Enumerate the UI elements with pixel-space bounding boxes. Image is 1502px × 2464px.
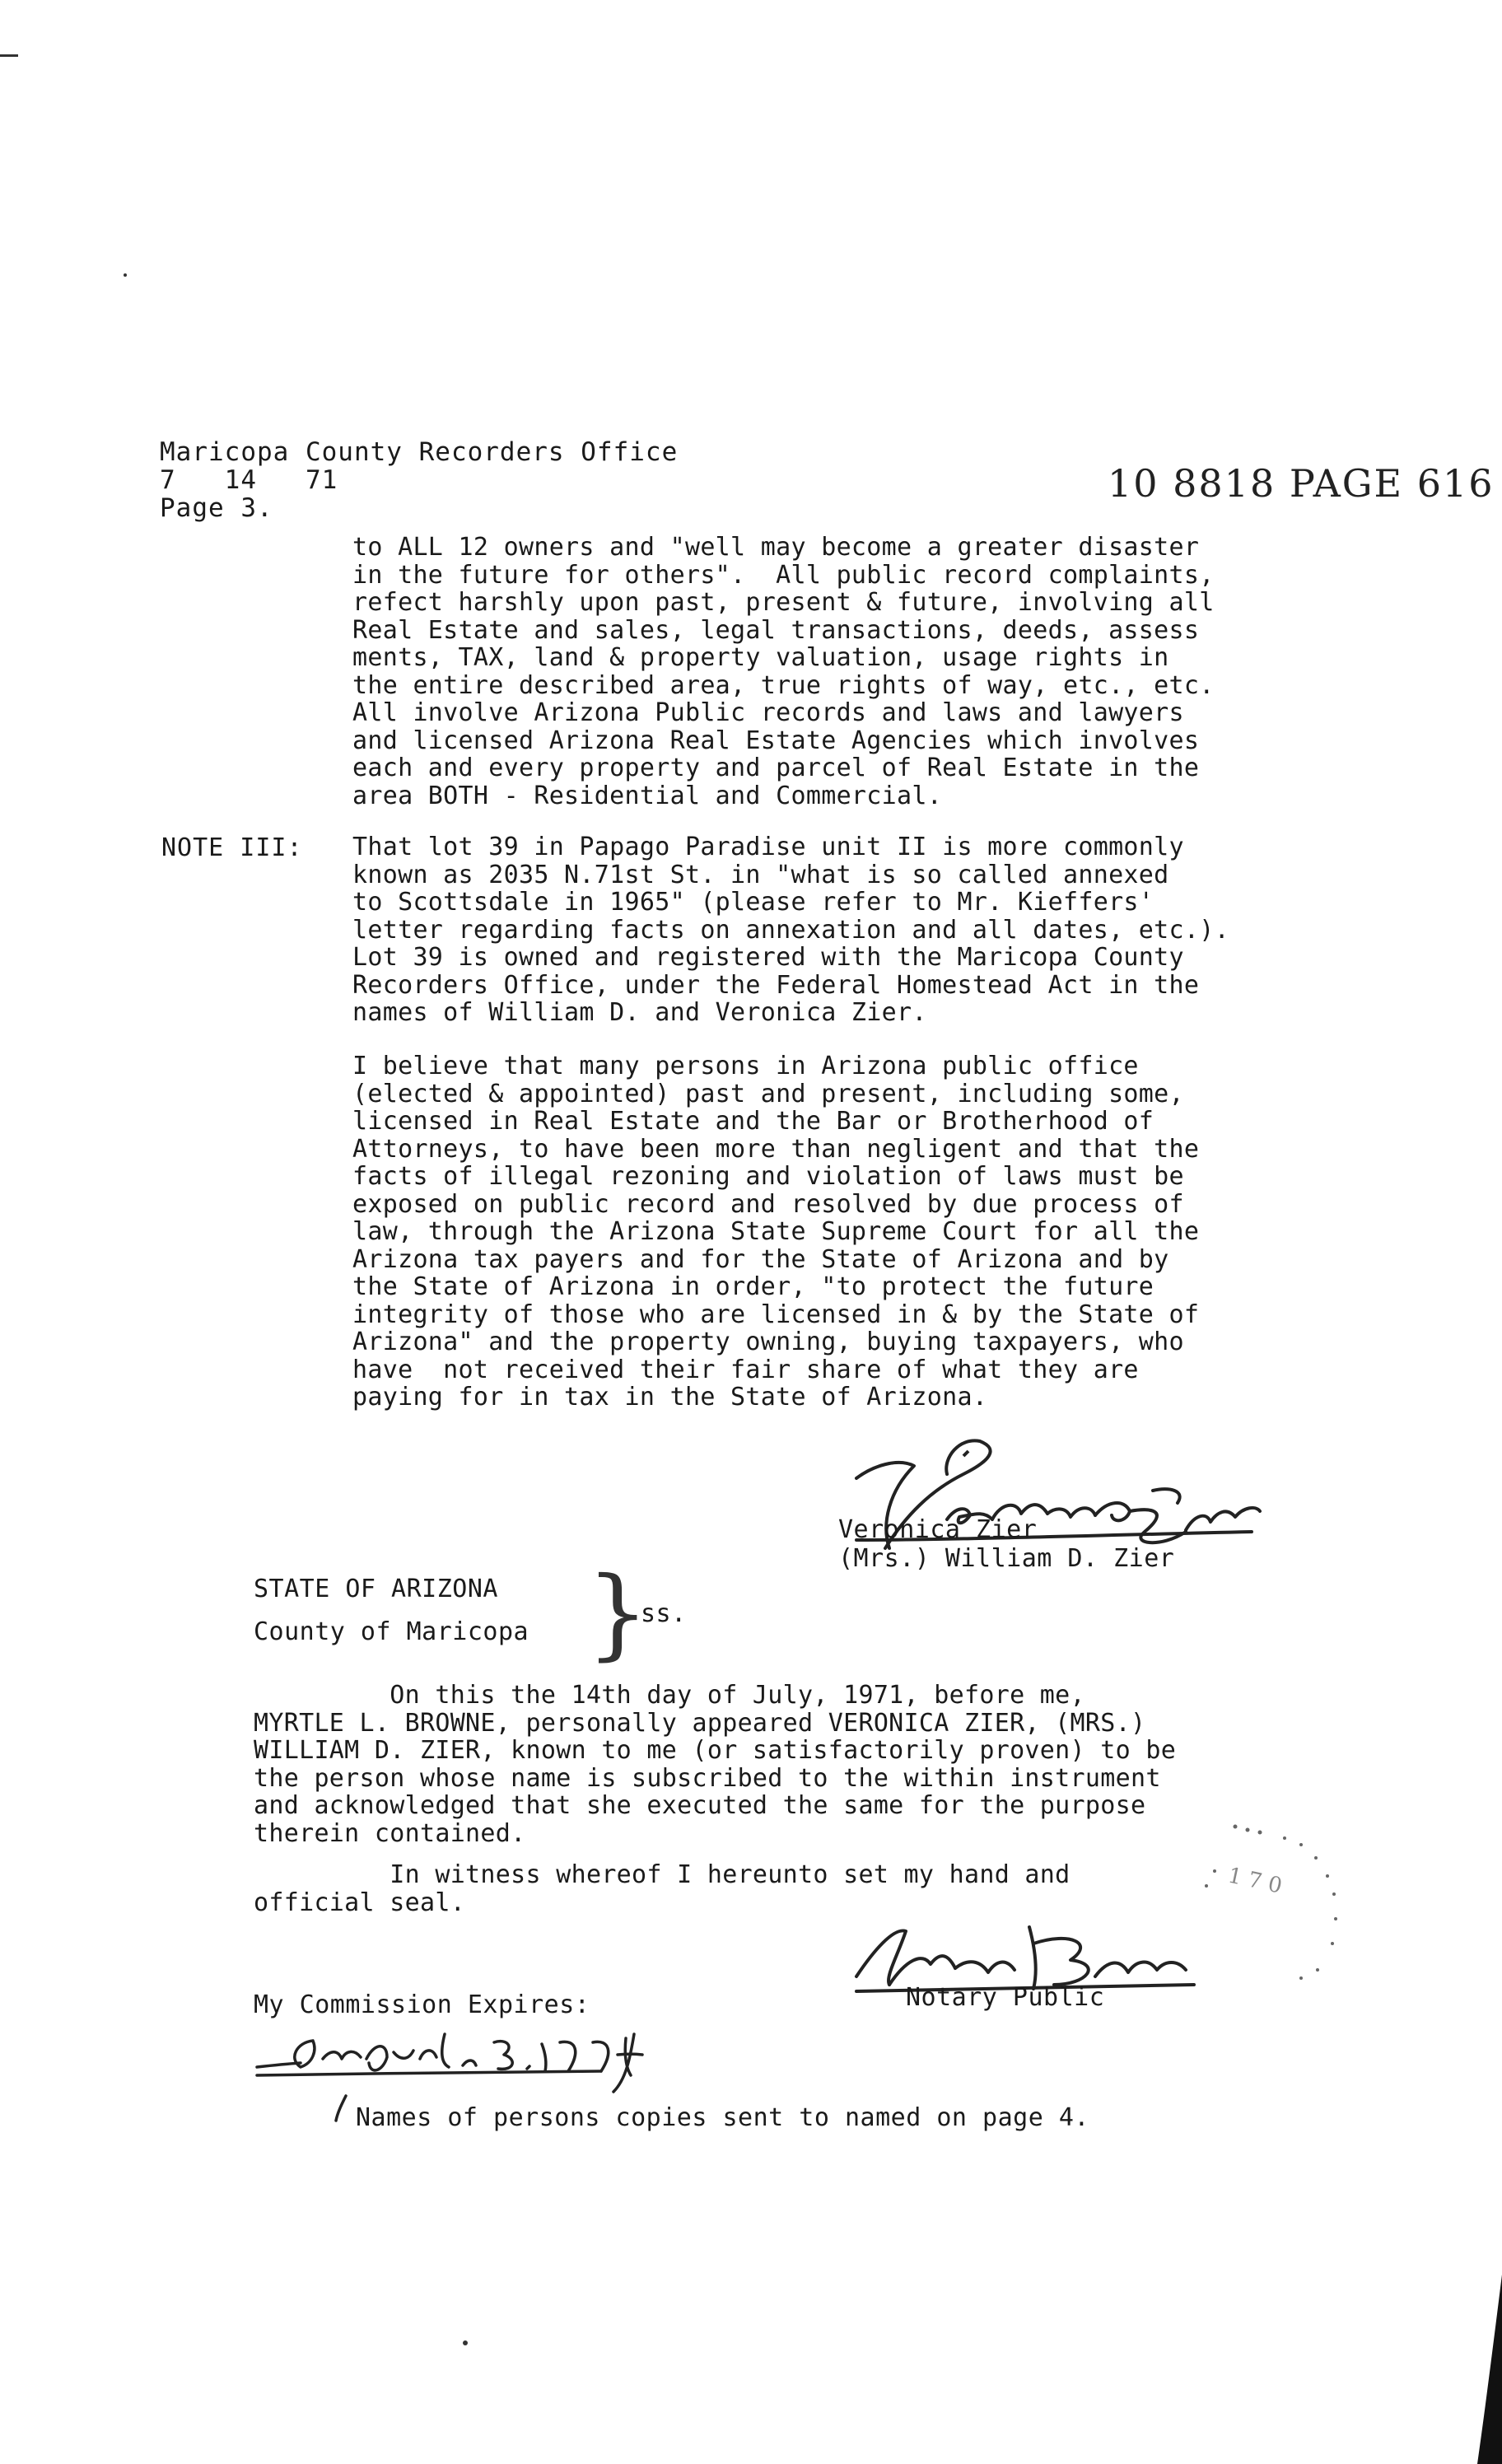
svg-text:1 7 0: 1 7 0 xyxy=(1225,1863,1285,1899)
text-line: area BOTH - Residential and Commercial. xyxy=(352,781,943,810)
text-line: therein contained. xyxy=(254,1818,526,1848)
text-line: the State of Arizona in order, "to protect the future xyxy=(352,1272,1154,1301)
notary-title: Notary Public xyxy=(906,1983,1105,2012)
text-line: integrity of those who are licensed in & by the State of xyxy=(352,1300,1200,1329)
text-line: and acknowledged that she executed the same for the purpose xyxy=(254,1791,1146,1820)
text-line: Arizona tax payers and for the State of Arizona and by xyxy=(352,1244,1169,1274)
text-line: MYRTLE L. BROWNE, personally appeared VERONICA ZIER, (MRS.) xyxy=(254,1708,1146,1738)
text-line: names of William D. and Veronica Zier. xyxy=(352,998,927,1027)
text-line: WILLIAM D. ZIER, known to me (or satisfactorily proven) to be xyxy=(254,1736,1177,1765)
venue-ss: ss. xyxy=(641,1599,687,1628)
venue-state: STATE OF ARIZONA xyxy=(254,1575,498,1603)
commission-label: My Commission Expires: xyxy=(254,1990,590,2019)
text-line: official seal. xyxy=(254,1888,466,1917)
text-line: each and every property and parcel of Real Estate in the xyxy=(352,754,1200,782)
text-line: I believe that many persons in Arizona public office xyxy=(352,1052,1139,1080)
text-line: Attorneys, to have been more than negligent and that the xyxy=(352,1134,1200,1164)
text-line: known as 2035 N.71st St. in "what is so called annexed xyxy=(352,860,1169,889)
typed-signer-name: Veronica Zier xyxy=(838,1515,1038,1544)
text-line: ments, TAX, land & property valuation, usage rights in xyxy=(352,643,1169,672)
typed-signer-alias: (Mrs.) William D. Zier xyxy=(838,1544,1175,1573)
text-line: paying for in tax in the State of Arizona. xyxy=(352,1383,988,1412)
text-line: exposed on public record and resolved by due process of xyxy=(352,1189,1184,1219)
venue-county: County of Maricopa xyxy=(254,1617,529,1646)
text-line: to Scottsdale in 1965" (please refer to Mr. Kieffers' xyxy=(352,888,1154,917)
text-line: Recorders Office, under the Federal Homestead Act in the xyxy=(352,970,1200,1000)
text-line: On this the 14th day of July, 1971, before me, xyxy=(254,1681,1085,1710)
header-office: Maricopa County Recorders Office xyxy=(160,437,679,467)
text-line: law, through the Arizona State Supreme Court for all the xyxy=(352,1217,1200,1246)
text-line: the entire described area, true rights of way, etc., etc. xyxy=(352,670,1215,700)
text-line: That lot 39 in Papago Paradise unit II is more commonly xyxy=(352,833,1184,861)
text-line: the person whose name is subscribed to the within instrument xyxy=(254,1763,1161,1793)
text-line: Real Estate and sales, legal transactions, deeds, assess xyxy=(352,615,1200,645)
text-line: (elected & appointed) past and present, including some, xyxy=(352,1079,1184,1108)
text-line: refect harshly upon past, present & future, involving all xyxy=(352,588,1215,617)
text-line: letter regarding facts on annexation and all dates, etc.). xyxy=(352,915,1229,945)
text-line: to ALL 12 owners and "well may become a greater disaster xyxy=(352,533,1200,562)
stray-mark xyxy=(124,273,127,277)
stray-mark xyxy=(463,2340,468,2345)
text-line: licensed in Real Estate and the Bar or Brotherhood of xyxy=(352,1107,1154,1136)
header-page: Page 3. xyxy=(160,493,273,523)
text-line: Arizona" and the property owning, buying taxpayers, who xyxy=(352,1328,1184,1356)
note-iii-label: NOTE III: xyxy=(161,833,303,862)
header-date: 7 14 71 xyxy=(160,465,338,495)
text-line: facts of illegal rezoning and violation of laws must be xyxy=(352,1162,1184,1191)
text-line: and licensed Arizona Real Estate Agencies which involves xyxy=(352,726,1200,755)
docket-number: 10 8818 PAGE 616 xyxy=(1108,461,1495,506)
text-line: in the future for others". All public record complaints, xyxy=(352,560,1215,590)
text-line: Lot 39 is owned and registered with the Maricopa County xyxy=(352,943,1184,972)
page-edge-shadow xyxy=(1469,2275,1502,2464)
text-line: All involve Arizona Public records and laws and lawyers xyxy=(352,698,1184,727)
text-line: In witness whereof I hereunto set my hand and xyxy=(254,1860,1071,1889)
venue-brace: } xyxy=(586,1556,650,1671)
corner-mark xyxy=(0,54,18,57)
copies-note: Names of persons copies sent to named on page 4. xyxy=(356,2103,1089,2132)
text-line: have not received their fair share of what they are xyxy=(352,1355,1139,1384)
